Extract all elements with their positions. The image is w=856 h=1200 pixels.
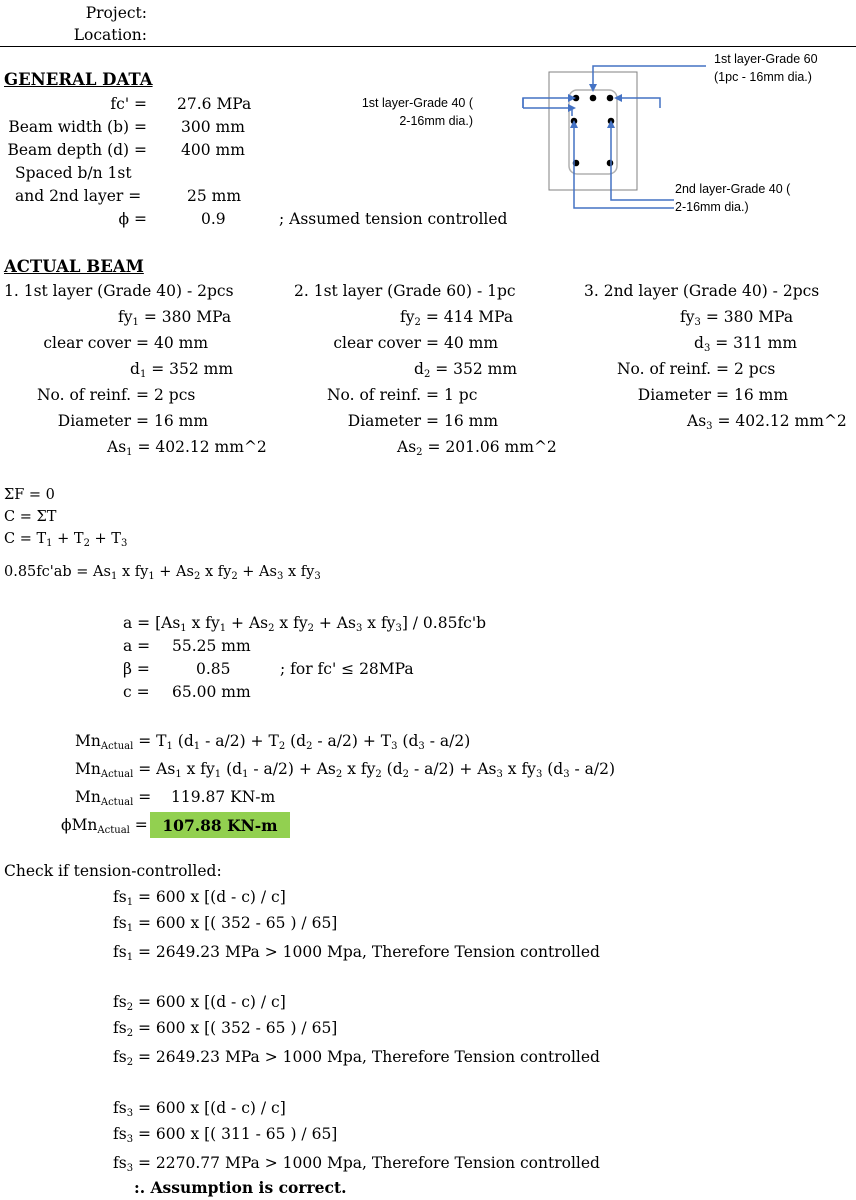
c-sum-t-line: C = ΣT — [4, 509, 57, 525]
rebar-dot — [590, 95, 597, 102]
col3-n-value: 2 pcs — [734, 360, 776, 378]
beta-value: 0.85 — [196, 660, 231, 678]
spacing-label-line1: Spaced b/n 1st — [15, 164, 132, 182]
fc-value: 27.6 MPa — [177, 95, 252, 113]
mn-result-label: $Mn_{Actual}$ = — [75, 788, 152, 808]
col1-cover-value: 40 mm — [154, 334, 209, 352]
col1-as: $As_1 = 402.12$ mm^2 — [107, 438, 267, 458]
beam-width-value: 300 mm — [181, 118, 245, 136]
col2-cover-label: clear cover = — [333, 334, 439, 352]
beta-label: β = — [123, 660, 150, 678]
mn-formula-forces: $Mn_{Actual} = T_1$ $(d_1 - a/2) + T_2$ $(d_2 - a/2) + T_3$ $(d_3 - a/2)$ — [75, 732, 471, 752]
c-t-sum-line: $C = T_1 + T_2 + T_3$ — [4, 531, 128, 549]
col2-dia-label: Diameter = — [347, 412, 439, 430]
fs2-result: $fs_2 = 2649.23$ MPa > 1000 Mpa, Therefore Tension controlled — [113, 1048, 600, 1068]
phi-mn-value: 107.88 KN-m — [162, 816, 278, 835]
col1-cover-label: clear cover = — [43, 334, 149, 352]
col1-n-value: 2 pcs — [154, 386, 196, 404]
arrow-line — [593, 66, 706, 90]
arrow-line — [611, 128, 674, 200]
mn-formula-expanded: $Mn_{Actual} = As_1$ x $fy_1$ $(d_1 - a/2) + As_2$ x $fy_2$ $(d_2 - a/2) + As_3$ x $fy_3$ $(d_3 - a/2)$ — [75, 760, 616, 780]
mn-value: 119.87 KN-m — [171, 788, 276, 806]
label-grade40-first-line2: 2-16mm dia.) — [399, 114, 473, 128]
spacing-value: 25 mm — [187, 187, 242, 205]
col2-dia-value: 16 mm — [444, 412, 499, 430]
phi-note: ; Assumed tension controlled — [279, 210, 508, 228]
label-grade60-line2: (1pc - 16mm dia.) — [714, 70, 812, 84]
col2-as: $As_2 = 201.06$ mm^2 — [397, 438, 557, 458]
col1-dia-value: 16 mm — [154, 412, 209, 430]
col2-n-value: 1 pc — [444, 386, 478, 404]
col2-fy: $fy_2 = 414$ MPa — [400, 308, 514, 328]
col3-d: $d_3 = 311$ mm — [694, 334, 798, 354]
fs2-formula: $fs_2 = 600$ x [(d - c) / c] — [113, 993, 286, 1013]
arrow-line — [523, 98, 568, 108]
col2-n-label: No. of reinf. = — [326, 386, 439, 404]
rebar-dot — [607, 95, 614, 102]
label-grade40-second-line1: 2nd layer-Grade 40 ( — [675, 182, 791, 196]
col3-dia-label: Diameter = — [637, 386, 729, 404]
conclusion: :. Assumption is correct. — [134, 1178, 347, 1197]
col2-title: 2. 1st layer (Grade 60) - 1pc — [294, 282, 516, 300]
a-value: 55.25 mm — [172, 637, 251, 655]
a-formula: $a = [As_1$ x $fy_1 + As_2$ x $fy_2 + As_3$ x $fy_3] / 0.85fc'b$ — [123, 614, 487, 634]
arrow-line — [620, 98, 660, 108]
label-grade60-line1: 1st layer-Grade 60 — [714, 52, 818, 66]
phi-mn-label: ϕMn$_{Actual}$ = — [61, 816, 148, 836]
col2-d: $d_2 = 352$ mm — [414, 360, 518, 380]
fs3-formula: $fs_3 = 600$ x [(d - c) / c] — [113, 1099, 286, 1119]
col3-title: 3. 2nd layer (Grade 40) - 2pcs — [584, 282, 820, 300]
col3-fy: $fy_3 = 380$ MPa — [680, 308, 794, 328]
col3-n-label: No. of reinf. = — [616, 360, 729, 378]
col3-dia-value: 16 mm — [734, 386, 789, 404]
general-data-heading: GENERAL DATA — [4, 70, 153, 89]
sum-f-line: ΣF = 0 — [4, 487, 55, 503]
actual-beam-heading: ACTUAL BEAM — [4, 257, 144, 276]
fs1-result: $fs_1 = 2649.23$ MPa > 1000 Mpa, Therefore Tension controlled — [113, 943, 600, 963]
beam-width-label: Beam width (b) = — [8, 118, 147, 136]
label-grade40-second-line2: 2-16mm dia.) — [675, 200, 749, 214]
fs1-formula: $fs_1 = 600$ x [(d - c) / c] — [113, 888, 286, 908]
col2-cover-value: 40 mm — [444, 334, 499, 352]
rebar-dot — [607, 160, 614, 167]
col1-fy: $fy_1 = 380$ MPa — [118, 308, 232, 328]
col1-dia-label: Diameter = — [57, 412, 149, 430]
spacing-label-line2: and 2nd layer = — [15, 187, 142, 205]
label-grade40-first-line1: 1st layer-Grade 40 ( — [361, 96, 473, 110]
fc-label: fc' = — [110, 95, 147, 113]
c-value: 65.00 mm — [172, 683, 251, 701]
header-divider — [0, 46, 856, 47]
beta-note: ; for fc' ≤ 28MPa — [280, 660, 414, 678]
c-label: c = — [123, 683, 150, 701]
project-label: Project: — [85, 4, 147, 22]
beam-depth-value: 400 mm — [181, 141, 245, 159]
fs3-substitution: $fs_3 = 600$ x [( 311 - 65 ) / 65] — [113, 1125, 338, 1145]
arrow-line — [574, 128, 674, 208]
check-heading: Check if tension-controlled: — [4, 862, 222, 880]
col1-n-label: No. of reinf. = — [36, 386, 149, 404]
a-result: a = — [123, 637, 151, 655]
fs2-substitution: $fs_2 = 600$ x [( 352 - 65 ) / 65] — [113, 1019, 338, 1039]
force-equation: $0.85fc'ab = As_1$ x $fy_1 + As_2$ x $fy_2 + As_3$ x $fy_3$ — [4, 564, 321, 582]
phi-value: 0.9 — [201, 210, 226, 228]
phi-label: ϕ = — [118, 210, 147, 228]
fs1-substitution: $fs_1 = 600$ x [( 352 - 65 ) / 65] — [113, 914, 338, 934]
col1-d: $d_1 = 352$ mm — [130, 360, 234, 380]
col1-title: 1. 1st layer (Grade 40) - 2pcs — [4, 282, 234, 300]
beam-depth-label: Beam depth (d) = — [7, 141, 147, 159]
col3-as: $As_3 = 402.12$ mm^2 — [687, 412, 847, 432]
location-label: Location: — [73, 26, 147, 44]
fs3-result: $fs_3 = 2270.77$ MPa > 1000 Mpa, Therefore Tension controlled — [113, 1154, 600, 1174]
